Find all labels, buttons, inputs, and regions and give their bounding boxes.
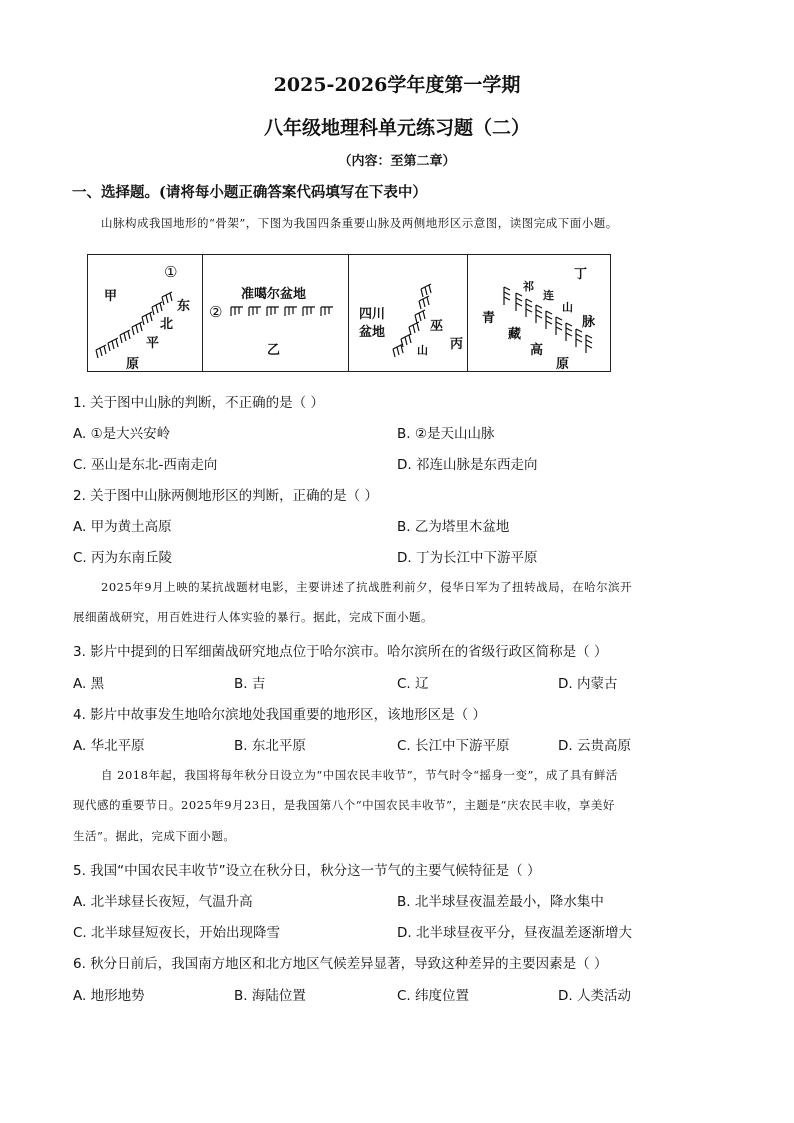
question-4-option-c: C. 长江中下游平原	[397, 738, 510, 754]
label-mai: 脉	[582, 315, 596, 330]
intro-paragraph-3-line2: 现代感的重要节日。2025年9月23日，是我国第八个“中国农民丰收节”，主题是“庆农民丰收，享美好	[73, 798, 615, 812]
question-2-option-d: D. 丁为长江中下游平原	[397, 550, 538, 566]
label-sichuan: 四川	[359, 307, 386, 322]
question-5-option-b: B. 北半球昼夜温差最小，降水集中	[397, 894, 604, 910]
question-3-option-c: C. 辽	[397, 676, 429, 692]
label-ding: 丁	[574, 267, 588, 282]
question-4-stem: 4. 影片中故事发生地哈尔滨地处我国重要的地形区，该地形区是（ ）	[73, 707, 486, 723]
question-6-option-d: D. 人类活动	[558, 988, 631, 1004]
question-4-option-d: D. 云贵高原	[558, 738, 631, 754]
label-bing: 丙	[450, 337, 464, 352]
question-1-option-c: C. 巫山是东北-西南走向	[73, 457, 218, 473]
question-5-stem: 5. 我国“中国农民丰收节”设立在秋分日，秋分这一节气的主要气候特征是（ ）	[73, 863, 541, 879]
question-2-stem: 2. 关于图中山脉两侧地形区的判断，正确的是（ ）	[73, 488, 378, 504]
question-6-stem: 6. 秋分日前后，我国南方地区和北方地区气候差异显著，导致这种差异的主要因素是（ ）	[73, 956, 608, 972]
title-line1: 2025-2026学年度第一学期	[273, 74, 521, 96]
figure-panel-4	[467, 254, 611, 372]
label-lian: 连	[543, 289, 554, 302]
label-qi: 祁	[523, 280, 534, 293]
title-line2: 八年级地理科单元练习题（二）	[263, 117, 530, 139]
question-2-option-a: A. 甲为黄土高原	[73, 519, 172, 535]
question-3-option-d: D. 内蒙古	[558, 676, 618, 692]
intro-paragraph-2-line2: 展细菌战研究，用百姓进行人体实验的暴行。据此，完成下面小题。	[73, 610, 433, 624]
label-dong: 东	[177, 299, 191, 314]
intro-paragraph-3-line1: 自 2018年起，我国将每年秋分日设立为“中国农民丰收节”，节气时令“摇身一变”，成了具有鲜活	[101, 768, 618, 782]
label-shan-4: 山	[562, 301, 573, 314]
label-pendi: 盆地	[359, 325, 386, 340]
label-jia: 甲	[104, 289, 118, 304]
marker-1: ①	[164, 263, 178, 281]
question-2-option-b: B. 乙为塔里木盆地	[397, 519, 510, 535]
section-heading: 一、选择题。(请将每小题正确答案代码填写在下表中）	[72, 184, 427, 201]
label-yuan-4: 原	[556, 357, 570, 372]
figure-panel-1	[87, 254, 203, 372]
label-ping: 平	[146, 336, 160, 351]
intro-paragraph-1: 山脉构成我国地形的“骨架”，下图为我国四条重要山脉及两侧地形区示意图，读图完成下面小题。	[101, 216, 618, 230]
intro-paragraph-2-line1: 2025年9月上映的某抗战题材电影，主要讲述了抗战胜利前夕，侵华日军为了扭转战局，在哈尔滨开	[101, 580, 633, 594]
question-3-option-a: A. 黑	[73, 676, 105, 692]
label-yi: 乙	[267, 343, 281, 358]
mountain-figure	[87, 254, 611, 374]
label-gao: 高	[530, 343, 544, 358]
intro-paragraph-3-line3: 生活”。据此，完成下面小题。	[73, 829, 236, 843]
label-qing: 青	[482, 311, 496, 326]
label-junggar-basin: 准噶尔盆地	[241, 287, 307, 302]
question-1-option-b: B. ②是天山山脉	[397, 426, 495, 442]
figure-panel-2	[202, 254, 349, 372]
question-1-option-a: A. ①是大兴安岭	[73, 426, 171, 442]
figure-panel-3	[348, 254, 468, 372]
question-4-option-b: B. 东北平原	[234, 738, 306, 754]
question-5-option-a: A. 北半球昼长夜短，气温升高	[73, 894, 253, 910]
question-6-option-a: A. 地形地势	[73, 988, 145, 1004]
subtitle: （内容：至第二章）	[338, 154, 456, 169]
question-6-option-b: B. 海陆位置	[234, 988, 306, 1004]
question-1-stem: 1. 关于图中山脉的判断，不正确的是（ ）	[73, 395, 324, 411]
question-4-option-a: A. 华北平原	[73, 738, 145, 754]
label-shan-3: 山	[417, 344, 428, 357]
label-bei: 北	[160, 317, 174, 332]
question-1-option-d: D. 祁连山脉是东西走向	[397, 457, 538, 473]
question-5-option-d: D. 北半球昼夜平分，昼夜温差逐渐增大	[397, 925, 632, 941]
marker-2: ②	[209, 303, 223, 321]
label-yuan: 原	[126, 357, 140, 372]
label-zang: 藏	[508, 327, 522, 342]
label-wu: 巫	[430, 319, 444, 334]
question-2-option-c: C. 丙为东南丘陵	[73, 550, 173, 566]
question-3-option-b: B. 吉	[234, 676, 266, 692]
question-3-stem: 3. 影片中提到的日军细菌战研究地点位于哈尔滨市。哈尔滨所在的省级行政区简称是（ ）	[73, 644, 608, 660]
mountain-range-1-icon	[88, 255, 204, 373]
question-6-option-c: C. 纬度位置	[397, 988, 470, 1004]
question-5-option-c: C. 北半球昼短夜长，开始出现降雪	[73, 925, 281, 941]
